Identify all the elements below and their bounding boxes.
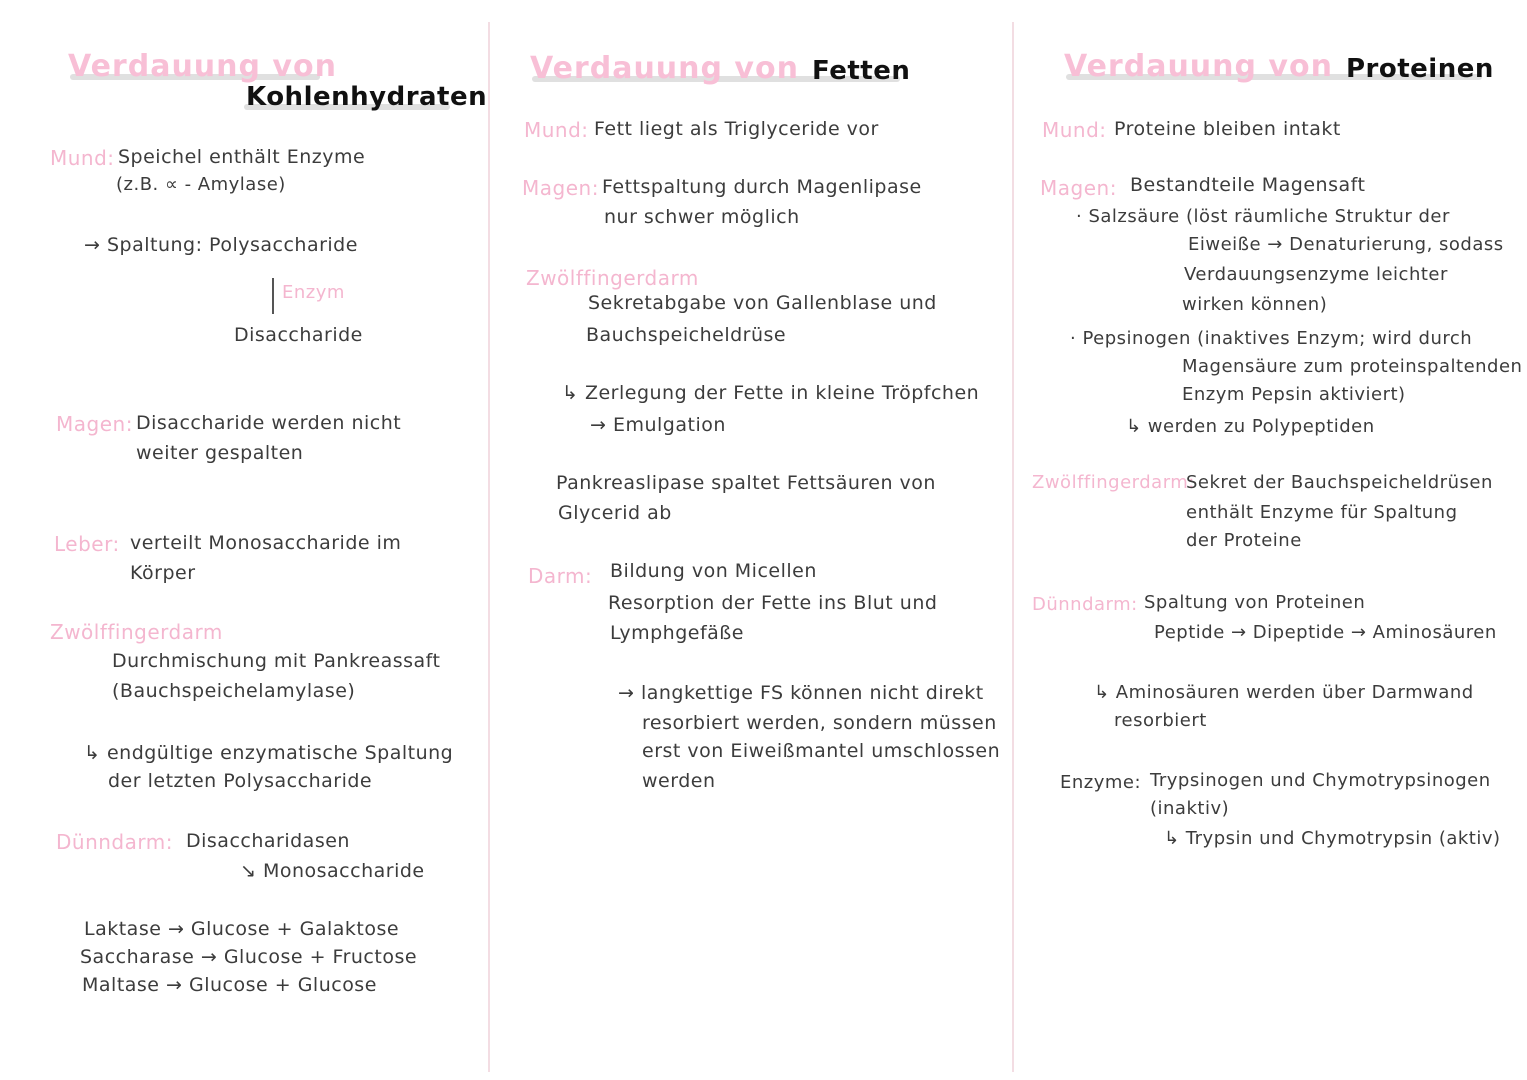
- down-arrow-icon: [272, 278, 274, 314]
- note-line: Sekretabgabe von Gallenblase und: [588, 292, 937, 314]
- column-title: Verdauung von: [1064, 49, 1333, 84]
- note-line: erst von Eiweißmantel umschlossen: [642, 740, 1001, 762]
- column-divider-1: [488, 22, 490, 1072]
- note-line: resorbiert werden, sondern müssen: [642, 712, 997, 734]
- note-line: Fettspaltung durch Magenlipase: [602, 176, 922, 198]
- note-line: · Salzsäure (löst räumliche Struktur der: [1076, 206, 1450, 227]
- note-line: Disaccharidasen: [186, 830, 350, 852]
- column-subject: Kohlenhydraten: [246, 82, 488, 112]
- note-line: weiter gespalten: [136, 442, 304, 464]
- note-line: Bildung von Micellen: [610, 560, 817, 582]
- note-line: nur schwer möglich: [604, 206, 800, 228]
- note-line: Sekret der Bauchspeicheldrüsen: [1186, 472, 1493, 493]
- note-line: enthält Enzyme für Spaltung: [1186, 502, 1458, 523]
- section-label-zwoelffingerdarm: Zwölffingerdarm: [50, 620, 223, 644]
- note-line: Fett liegt als Triglyceride vor: [594, 118, 879, 140]
- note-line: Durchmischung mit Pankreassaft: [112, 650, 441, 672]
- note-line: Disaccharide: [234, 324, 363, 346]
- section-label-magen: Magen:: [522, 176, 599, 200]
- note-line: Speichel enthält Enzyme: [118, 146, 366, 168]
- reaction-line: Laktase → Glucose + Galaktose: [84, 918, 400, 940]
- section-label-leber: Leber:: [54, 532, 120, 556]
- note-line: Disaccharide werden nicht: [136, 412, 402, 434]
- section-label-enzyme: Enzyme:: [1060, 772, 1142, 793]
- section-label-mund: Mund:: [50, 146, 115, 170]
- section-label-duenndarm: Dünndarm:: [56, 830, 173, 854]
- note-line: ↳ Aminosäuren werden über Darmwand: [1094, 682, 1474, 703]
- note-line: Verdauungsenzyme leichter: [1184, 264, 1448, 285]
- section-label-darm: Darm:: [528, 564, 593, 588]
- column-subject: Fetten: [812, 56, 911, 86]
- note-line: (inaktiv): [1150, 798, 1230, 819]
- column-title: Verdauung von: [530, 51, 799, 86]
- reaction-line: Maltase → Glucose + Glucose: [82, 974, 377, 996]
- note-line: Magensäure zum proteinspaltenden: [1182, 356, 1523, 377]
- note-line: Spaltung von Proteinen: [1144, 592, 1366, 613]
- note-line: Glycerid ab: [558, 502, 672, 524]
- arrow-annotation: Enzym: [282, 282, 345, 303]
- note-line: Bauchspeicheldrüse: [586, 324, 787, 346]
- column-divider-2: [1012, 22, 1014, 1072]
- note-line: wirken können): [1182, 294, 1328, 315]
- note-line: Trypsinogen und Chymotrypsinogen: [1150, 770, 1491, 791]
- note-line: Lymphgefäße: [610, 622, 744, 644]
- note-line: ↳ Zerlegung der Fette in kleine Tröpfchen: [562, 382, 980, 404]
- note-line: ↳ werden zu Polypeptiden: [1126, 416, 1375, 437]
- note-line: resorbiert: [1114, 710, 1207, 731]
- note-line: ↘ Monosaccharide: [240, 860, 425, 882]
- note-line: Resorption der Fette ins Blut und: [608, 592, 938, 614]
- note-line: → Spaltung: Polysaccharide: [84, 234, 358, 256]
- section-label-duenndarm: Dünndarm:: [1032, 594, 1138, 615]
- note-line: Pankreaslipase spaltet Fettsäuren von: [556, 472, 936, 494]
- note-line: (z.B. ∝ - Amylase): [116, 174, 286, 195]
- note-line: Körper: [130, 562, 196, 584]
- note-line: Proteine bleiben intakt: [1114, 118, 1341, 140]
- section-label-magen: Magen:: [56, 412, 133, 436]
- note-line: · Pepsinogen (inaktives Enzym; wird durch: [1070, 328, 1473, 349]
- note-line: Peptide → Dipeptide → Aminosäuren: [1154, 622, 1497, 643]
- note-line: → Emulgation: [590, 414, 726, 436]
- note-line: (Bauchspeichelamylase): [112, 680, 356, 702]
- note-line: verteilt Monosaccharide im: [130, 532, 402, 554]
- section-label-mund: Mund:: [524, 118, 589, 142]
- note-line: Eiweiße → Denaturierung, sodass: [1188, 234, 1504, 255]
- note-line: Bestandteile Magensaft: [1130, 174, 1366, 196]
- section-label-zwoelffingerdarm: Zwölffingerdarm: [526, 266, 699, 290]
- note-line: → langkettige FS können nicht direkt: [618, 682, 984, 704]
- note-line: der letzten Polysaccharide: [108, 770, 373, 792]
- reaction-line: Saccharase → Glucose + Fructose: [80, 946, 418, 968]
- note-line: der Proteine: [1186, 530, 1302, 551]
- note-line: Enzym Pepsin aktiviert): [1182, 384, 1406, 405]
- note-line: ↳ endgültige enzymatische Spaltung: [84, 742, 454, 764]
- section-label-magen: Magen:: [1040, 176, 1117, 200]
- section-label-mund: Mund:: [1042, 118, 1107, 142]
- column-subject: Proteinen: [1346, 54, 1494, 84]
- note-line: ↳ Trypsin und Chymotrypsin (aktiv): [1164, 828, 1501, 849]
- column-title: Verdauung von: [68, 49, 337, 84]
- note-line: werden: [642, 770, 716, 792]
- section-label-zwoelffingerdarm: Zwölffingerdarm:: [1032, 472, 1195, 493]
